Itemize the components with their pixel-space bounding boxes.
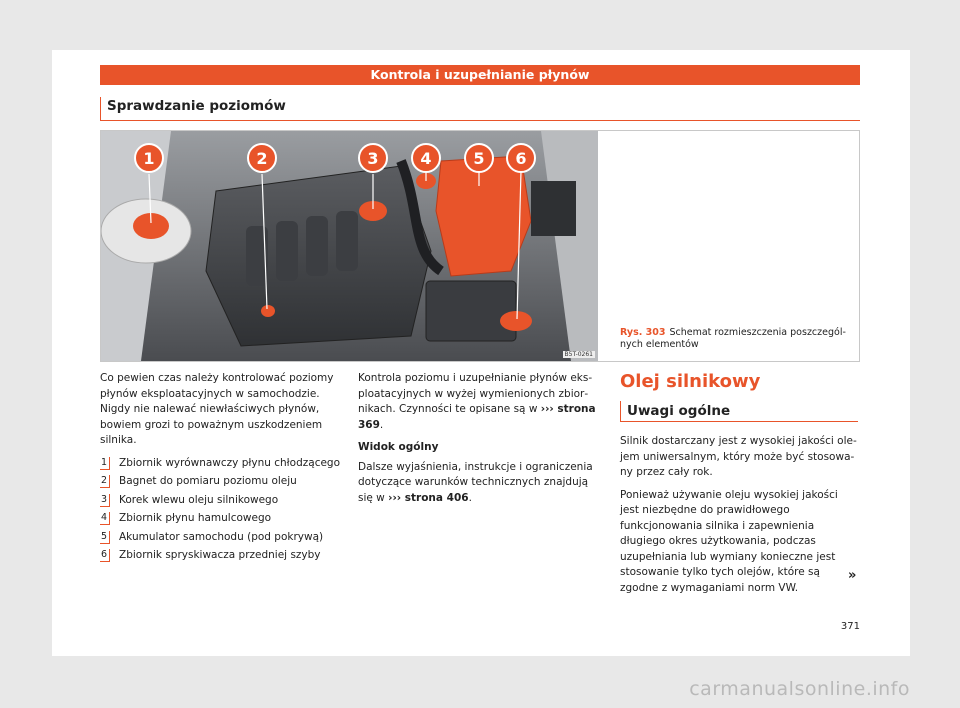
overview-end: . xyxy=(468,491,472,504)
page-number: 371 xyxy=(840,621,860,632)
overview-paragraph xyxy=(358,460,598,507)
legend-item xyxy=(100,530,340,546)
section-title: Sprawdzanie poziomów xyxy=(107,98,286,114)
legend-text: Zbiornik wyrównawczy płynu chłodzącego xyxy=(119,456,341,469)
watermark: carmanualsonline.info xyxy=(689,678,910,700)
continue-mark: » xyxy=(848,568,857,583)
legend-item xyxy=(100,474,340,490)
column-1 xyxy=(100,371,340,567)
callout-2: 2 xyxy=(256,149,268,168)
oil-paragraph-1: Silnik dostarczany jest z wysokiej jakości olejem uniwersalnym, który może być stosowany przez cały rok. xyxy=(620,435,857,478)
legend-text: Zbiornik spryskiwacza przedniej szyby xyxy=(119,549,321,561)
engine-oil-heading: Olej silnikowy xyxy=(620,371,761,392)
legend-text: Korek wlewu oleju silnikowego xyxy=(119,493,279,506)
chapter-header xyxy=(100,65,860,85)
legend-text: Bagnet do pomiaru poziomu oleju xyxy=(119,475,297,487)
procedure-paragraph xyxy=(358,371,598,433)
callout-6: 6 xyxy=(515,149,527,168)
legend-number: 5 xyxy=(100,531,110,544)
procedure-end: . xyxy=(379,418,384,431)
legend-item xyxy=(100,548,340,564)
engine-bay-photo xyxy=(101,131,598,361)
legend-item xyxy=(100,493,340,509)
figure-caption-text: Schemat rozmieszczenia poszczególnych elementów xyxy=(620,327,846,350)
intro-paragraph: Co pewien czas należy kontrolować poziomy płynów eksploatacyjnych w samochodzie. Nigdy nie nalewać niewłaściwych płynów, bowiem grozi to poważnym uszkodzeniem silnika. xyxy=(100,372,334,446)
legend-text: Zbiornik płynu hamulcowego xyxy=(119,512,272,524)
procedure-text: Kontrola poziomu i uzupełnianie płynów eksploatacyjnych w wyżej wymienionych zbiornikach. Czynności te opisane są w xyxy=(358,372,593,415)
callout-3: 3 xyxy=(367,149,379,168)
legend-number: 6 xyxy=(100,549,110,562)
column-2 xyxy=(358,371,598,513)
callout-5: 5 xyxy=(473,149,485,168)
general-notes-heading: Uwagi ogólne xyxy=(620,401,858,422)
figure-code: B5T-0261 xyxy=(564,351,593,358)
engine-bay-illustration xyxy=(101,131,598,361)
section-heading xyxy=(100,97,860,121)
legend-number: 4 xyxy=(100,512,110,525)
legend-number: 2 xyxy=(100,475,110,488)
page-reference-link[interactable]: ››› strona 369 xyxy=(358,403,596,431)
figure-caption xyxy=(620,327,855,351)
chapter-title: Kontrola i uzupełnianie płynów xyxy=(370,67,590,82)
oil-paragraph-2: Ponieważ używanie oleju wysokiej jakości jest niezbędne do prawidłowego funkcjonowania silnika i zapewnienia długiego okres użytkowania, podczas uzupełniania lub wymiany konieczne jest stosowanie tylko tych olejów, które są zgodne z wymaganiami norm VW. xyxy=(620,488,838,594)
column-3 xyxy=(620,371,858,603)
page-reference-link[interactable]: ››› strona 406 xyxy=(388,491,469,504)
overview-text: Dalsze wyjaśnienia, instrukcje i ograniczenia dotyczące warunków technicznych znajdują się w xyxy=(358,460,593,504)
legend-list xyxy=(100,456,340,564)
legend-item xyxy=(100,511,340,527)
callout-4: 4 xyxy=(420,149,432,168)
callout-1: 1 xyxy=(143,149,155,168)
legend-text: Akumulator samochodu (pod pokrywą) xyxy=(119,530,324,543)
legend-number: 1 xyxy=(100,457,110,470)
legend-item xyxy=(100,456,340,472)
legend-number: 3 xyxy=(100,494,110,507)
figure-number: Rys. 303 xyxy=(620,327,666,338)
overview-heading: Widok ogólny xyxy=(358,441,439,453)
